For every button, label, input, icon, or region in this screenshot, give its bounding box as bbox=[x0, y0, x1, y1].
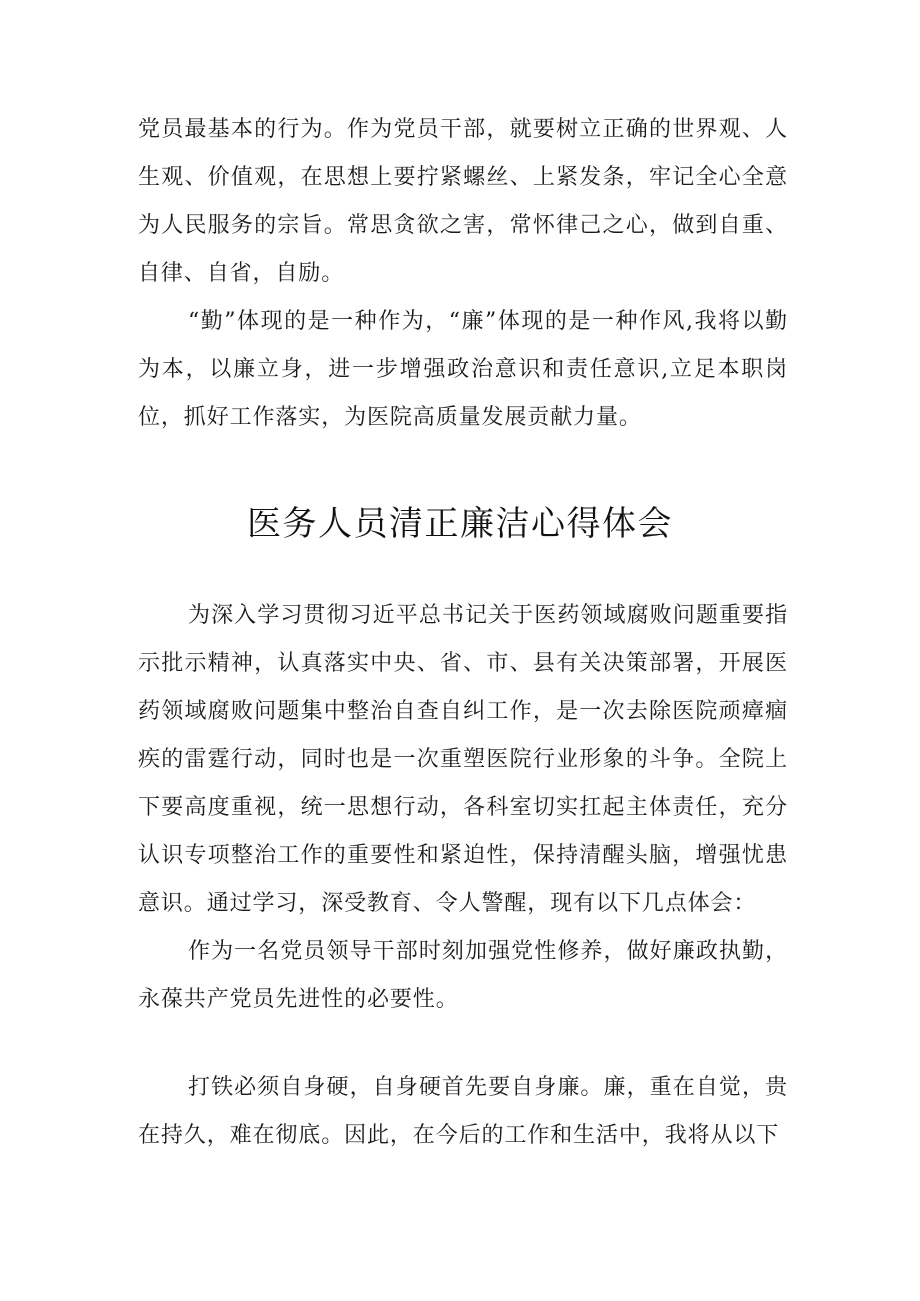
section-three bbox=[138, 1064, 788, 1160]
section-two bbox=[138, 592, 788, 1024]
paragraph-self-discipline: 打铁必须自身硬，自身硬首先要自身廉。廉，重在自觉，贵在持久，难在彻底。因此，在今后的工作和生活中，我将从以下 bbox=[138, 1075, 788, 1148]
paragraph-party-member: 作为一名党员领导干部时刻加强党性修养，做好廉政执勤，永葆共产党员先进性的必要性。 bbox=[138, 939, 788, 1012]
paragraph-qin-lian: “勤”体现的是一种作为，“廉”体现的是一种作风,我将以勤为本，以廉立身，进一步增强政治意识和责任意识,立足本职岗位，抓好工作落实，为医院高质量发展贡献力量。 bbox=[138, 309, 788, 430]
page-title: 医务人员清正廉洁心得体会 bbox=[247, 504, 673, 544]
section-one bbox=[138, 106, 788, 442]
paragraph-intro: 为深入学习贯彻习近平总书记关于医药领域腐败问题重要指示批示精神，认真落实中央、省、市、县有关决策部署，开展医药领域腐败问题集中整治自查自纠工作，是一次去除医院顽瘴痼疾的雷霆行动，同时也是一次重塑医院行业形象的斗争。全院上下要高度重视，统一思想行动，各科室切实扛起主体责任，充分认识专项整治工作的重要性和紧迫性，保持清醒头脑，增强忧患意识。通过学习，深受教育、令人警醒，现有以下几点体会： bbox=[138, 603, 788, 916]
paragraph-continued: 党员最基本的行为。作为党员干部，就要树立正确的世界观、人生观、价值观，在思想上要拧紧螺丝、上紧发条，牢记全心全意为人民服务的宗旨。常思贪欲之害，常怀律己之心，做到自重、自律、自省，自励。 bbox=[138, 117, 788, 286]
